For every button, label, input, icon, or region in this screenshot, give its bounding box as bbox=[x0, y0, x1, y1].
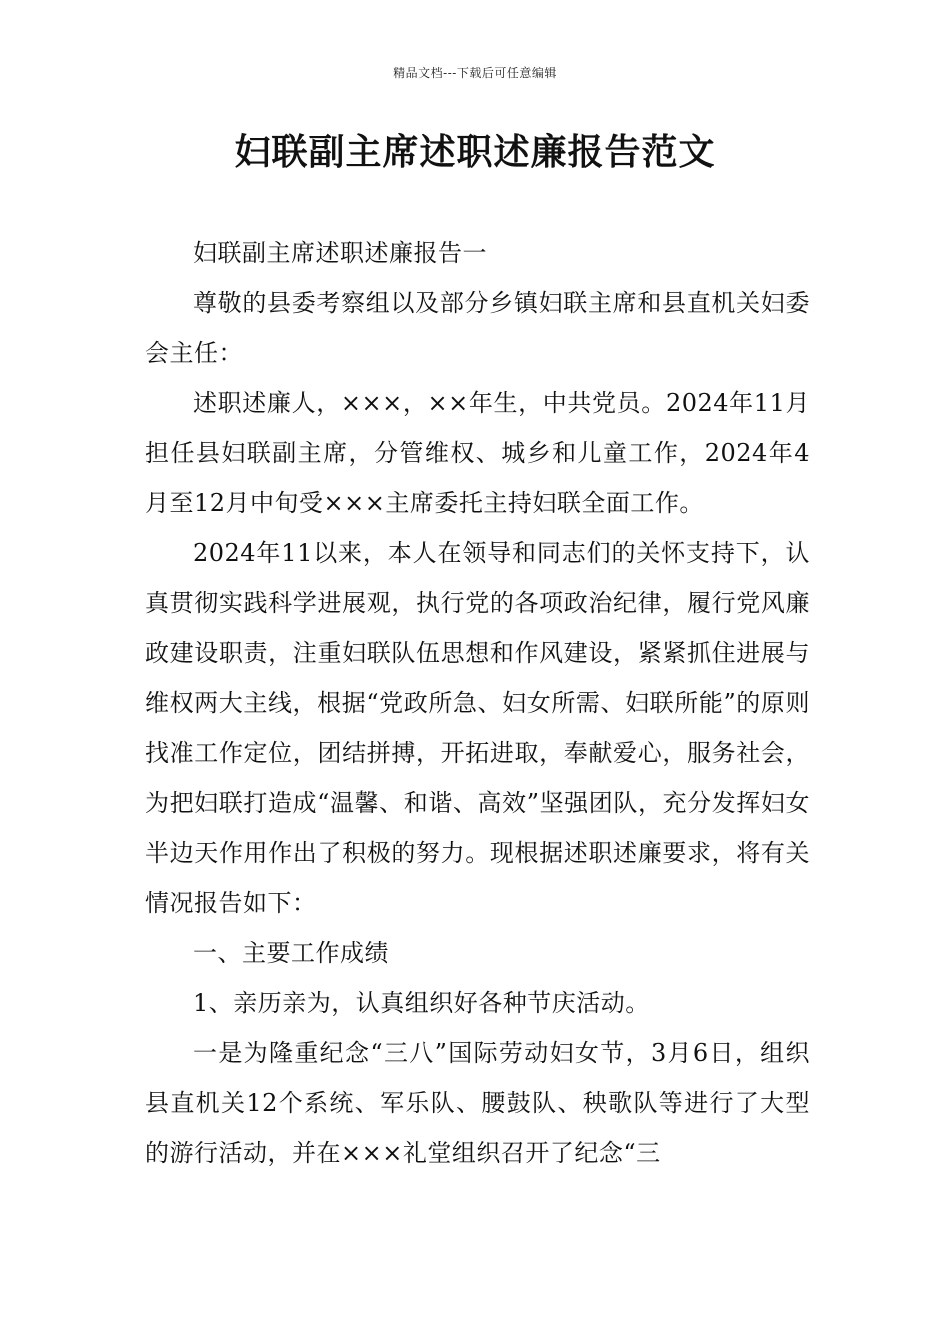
paragraph: 尊敬的县委考察组以及部分乡镇妇联主席和县直机关妇委会主任： bbox=[145, 289, 810, 367]
paragraph: 1、亲历亲为，认真组织好各种节庆活动。 bbox=[193, 989, 650, 1017]
document-title: 妇联副主席述职述廉报告范文 bbox=[234, 131, 716, 173]
paragraph: 述职述廉人，×××，××年生，中共党员。2024年11月担任县妇联副主席，分管维权、城乡和儿童工作，2024年4月至12月中旬受×××主席委托主持妇联全面工作。 bbox=[145, 389, 810, 517]
page-header: 精品文档---下载后可任意编辑 bbox=[393, 66, 557, 80]
paragraph: 一、主要工作成绩 bbox=[193, 939, 389, 967]
document-body bbox=[145, 228, 810, 1178]
paragraph: 一是为隆重纪念“三八”国际劳动妇女节，3月6日，组织县直机关12个系统、军乐队、腰鼓队、秧歌队等进行了大型的游行活动，并在×××礼堂组织召开了纪念“三 bbox=[145, 1039, 810, 1167]
paragraph: 妇联副主席述职述廉报告一 bbox=[193, 239, 487, 267]
paragraph: 2024年11以来，本人在领导和同志们的关怀支持下，认真贯彻实践科学进展观，执行党的各项政治纪律，履行党风廉政建设职责，注重妇联队伍思想和作风建设，紧紧抓住进展与维权两大主线，根据“党政所急、妇女所需、妇联所能”的原则找准工作定位，团结拼搏，开拓进取，奉献爱心，服务社会，为把妇联打造成“温馨、和谐、高效”坚强团队，充分发挥妇女半边天作用作出了积极的努力。现根据述职述廉要求，将有关情况报告如下： bbox=[145, 539, 810, 917]
